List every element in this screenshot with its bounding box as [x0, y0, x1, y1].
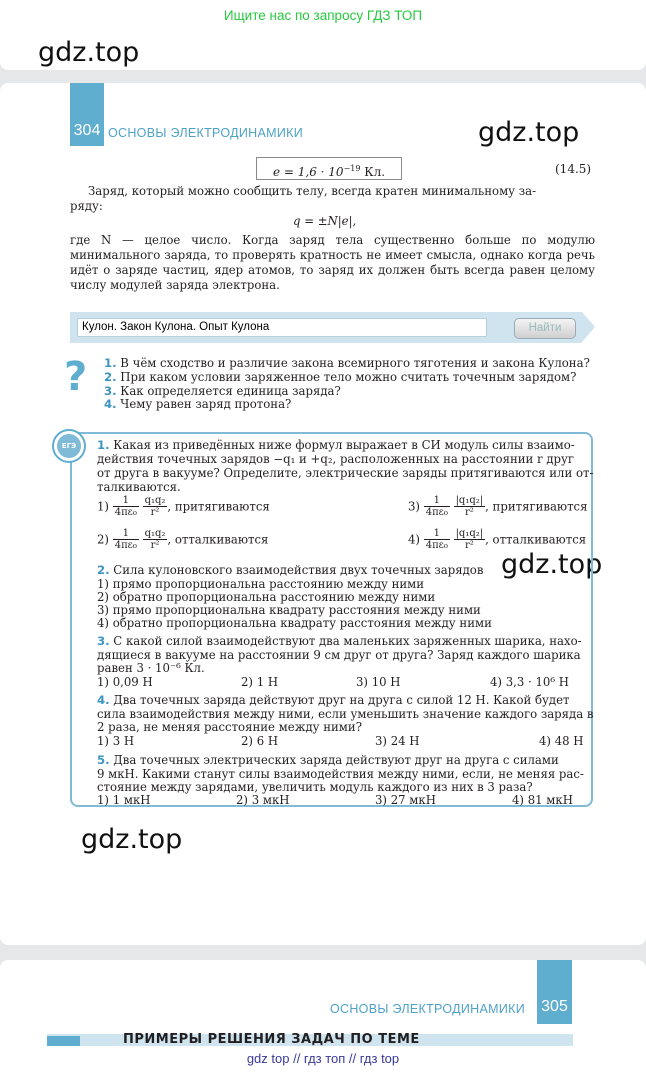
- answer-option: 3) 10 Н: [356, 675, 401, 689]
- formula-charge: q = ±N|e|,: [293, 214, 357, 228]
- question-item: 1. В чём сходство и различие закона всемирного тяготения и закона Кулона?: [104, 356, 590, 370]
- paragraph: где N — целое число. Когда заряд тела существенно больше по модулю минимального заряда, то проверять кратность не имеет смысла, однако когда речь идёт о заряде частиц, ядер атомов, то заряд их должен быть всегда равен целому числу модулей заряда электрона.: [70, 233, 595, 292]
- answer-option: 3) 24 Н: [375, 734, 420, 748]
- question-mark-icon: ?: [64, 354, 88, 400]
- answer-option: 3) 27 мкН: [375, 793, 436, 807]
- answer-option: 3) $\frac{1}{\text{4πε₀}}$ $\frac{\text{|q₁q₂|}}{\text{r²}}$ , притягиваются: [408, 495, 588, 518]
- section-strip-icon: [47, 1036, 80, 1046]
- answer-option: 4) 48 Н: [539, 734, 584, 748]
- task-line: 5. Два точечных электрических заряда действуют друг на друга с силами: [97, 753, 559, 767]
- search-bar-arrow: [582, 312, 595, 342]
- answer-option: 1) $\frac{1}{\text{4πε₀}}$ $\frac{\text{q₁q₂}}{\text{r²}}$ , притягиваются: [97, 495, 270, 518]
- formula-text: e = 1,6 · 10: [272, 165, 344, 179]
- answer-option: 1) 0,09 Н: [97, 675, 153, 689]
- watermark: gdz.top: [81, 824, 183, 855]
- page-number: 305: [541, 998, 568, 1015]
- search-input[interactable]: [77, 318, 487, 337]
- formula-elementary-charge: [256, 157, 402, 180]
- task-line: 2 раза, не меняя расстояние между ними?: [97, 720, 362, 734]
- answer-option: 2) $\frac{1}{\text{4πε₀}}$ $\frac{\text{q₁q₂}}{\text{r²}}$ , отталкиваются: [97, 528, 269, 551]
- formula-unit: Кл.: [360, 165, 386, 179]
- task-line: дящиеся в вакууме на расстоянии 9 см друг от друга? Заряд каждого шарика: [97, 648, 581, 662]
- section-title: ПРИМЕРЫ РЕШЕНИЯ ЗАДАЧ ПО ТЕМЕ: [123, 1032, 420, 1046]
- search-hint-link[interactable]: Ищите нас по запросу ГДЗ ТОП: [223, 8, 423, 23]
- answer-option: 2) 3 мкН: [236, 793, 290, 807]
- answer-option: 4) обратно пропорциональна квадрату расстояния между ними: [97, 616, 492, 630]
- answer-option: 3) прямо пропорциональна квадрату расстояния между ними: [97, 603, 481, 617]
- task-line: 2. Сила кулоновского взаимодействия двух точечных зарядов: [97, 563, 484, 577]
- answer-option: 2) обратно пропорциональна расстоянию между ними: [97, 590, 436, 604]
- answer-option: 4) 81 мкН: [512, 793, 573, 807]
- paragraph-line: ряду:: [70, 199, 103, 213]
- answer-option: 4) 3,3 · 10⁶ Н: [490, 675, 569, 689]
- question-item: 3. Как определяется единица заряда?: [104, 384, 341, 398]
- search-button[interactable]: Найти: [514, 318, 576, 339]
- task-line: 9 мкН. Какими станут силы взаимодействия между ними, если, не меняя рас-: [97, 767, 584, 781]
- task-line: от друга в вакууме? Определите, электрические заряды притягиваются или от-: [97, 466, 594, 480]
- watermark: gdz.top: [478, 117, 580, 148]
- task-line: равен 3 · 10⁻⁶ Кл.: [97, 661, 205, 675]
- equation-number: (14.5): [555, 162, 592, 176]
- chapter-title: ОСНОВЫ ЭЛЕКТРОДИНАМИКИ: [330, 1002, 525, 1016]
- answer-option: 2) 1 Н: [241, 675, 279, 689]
- answer-option: 1) прямо пропорциональна расстоянию между ними: [97, 577, 425, 591]
- paragraph-line: Заряд, который можно сообщить телу, всегда кратен минимальному за-: [88, 184, 537, 198]
- task-line: талкиваются.: [97, 480, 181, 494]
- answer-option: 1) 1 мкН: [97, 793, 151, 807]
- question-item: 2. При каком условии заряженное тело можно считать точечным зарядом?: [104, 370, 577, 384]
- task-line: 4. Два точечных заряда действуют друг на друга с силой 12 Н. Какой будет: [97, 693, 570, 707]
- exam-icon: [52, 429, 86, 463]
- chapter-title: ОСНОВЫ ЭЛЕКТРОДИНАМИКИ: [108, 126, 303, 140]
- task-line: сила взаимодействия между ними, если уменьшить значение каждого заряда в: [97, 707, 594, 721]
- task-line: стояние между зарядами, увеличить модуль каждого из них в 3 раза?: [97, 780, 533, 794]
- watermark: gdz.top: [38, 37, 140, 68]
- watermark: gdz.top: [501, 549, 603, 580]
- task-line: 3. С какой силой взаимодействуют два маленьких заряженных шарика, нахо-: [97, 634, 582, 648]
- page-number: 304: [73, 122, 101, 139]
- answer-option: 4) $\frac{1}{\text{4πε₀}}$ $\frac{\text{|q₁q₂|}}{\text{r²}}$ , отталкиваются: [408, 528, 587, 551]
- task-line: действия точечных зарядов −q₁ и +q₂, расположенных на расстоянии r друг: [97, 452, 575, 466]
- footer-links[interactable]: gdz top // гдз топ // гдз top: [246, 1051, 400, 1066]
- answer-option: 1) 3 Н: [97, 734, 135, 748]
- exam-icon-label: ЕГЭ: [57, 434, 81, 458]
- task-line: 1. Какая из приведённых ниже формул выражает в СИ модуль силы взаимо-: [97, 438, 575, 452]
- formula-exponent: −19: [343, 164, 361, 173]
- question-item: 4. Чему равен заряд протона?: [104, 397, 292, 411]
- answer-option: 2) 6 Н: [241, 734, 279, 748]
